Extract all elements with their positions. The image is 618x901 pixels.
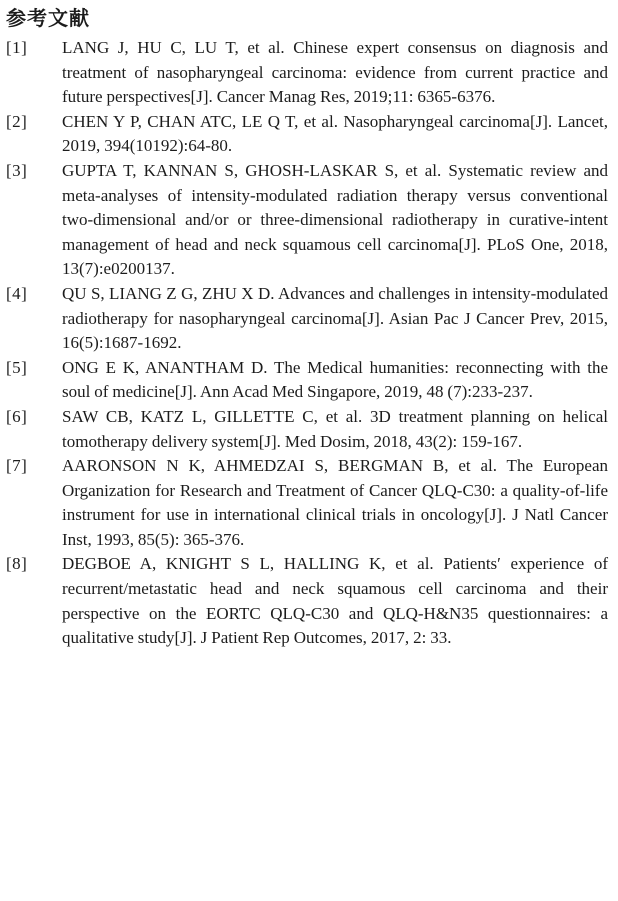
reference-item-6: [6, 405, 608, 454]
reference-item-1: [6, 36, 608, 110]
reference-item-5: [6, 356, 608, 405]
reference-text: CHEN Y P, CHAN ATC, LE Q T, et al. Nasopharyngeal carcinoma[J]. Lancet, 2019, 394(10192):64-80.: [62, 111, 608, 156]
reference-item-7: [6, 454, 608, 552]
reference-text: AARONSON N K, AHMEDZAI S, BERGMAN B, et al. The European Organization for Research and Treatment of Cancer QLQ-C30: a quality-of-life instrument for use in international clinical trials in oncology[J]. J Natl Cancer Inst, 1993, 85(5): 365-376.: [62, 456, 608, 549]
reference-item-3: [6, 159, 608, 282]
reference-number: [2]: [6, 111, 28, 131]
reference-text: GUPTA T, KANNAN S, GHOSH-LASKAR S, et al. Systematic review and meta-analyses of intensity-modulated radiation therapy versus conventional two-dimensional and/or or three-dimensional radiotherapy in curative-intent management of head and neck squamous cell carcinoma[J]. PLoS One, 2018, 13(7):e0200137.: [62, 160, 608, 279]
reference-number: [3]: [6, 160, 28, 180]
reference-text: LANG J, HU C, LU T, et al. Chinese expert consensus on diagnosis and treatment of nasopharyngeal carcinoma: evidence from current practice and future perspectives[J]. Cancer Manag Res, 2019;11: 6365-6376.: [62, 38, 608, 107]
reference-text: QU S, LIANG Z G, ZHU X D. Advances and challenges in intensity-modulated radiotherapy for nasopharyngeal carcinoma[J]. Asian Pac J Cancer Prev, 2015, 16(5):1687-1692.: [62, 283, 608, 353]
reference-list: [6, 36, 608, 651]
references-heading: 参考文献: [6, 6, 90, 30]
reference-number: [4]: [6, 283, 28, 303]
reference-number: [1]: [6, 38, 28, 57]
reference-number: [6]: [6, 406, 28, 426]
reference-item-8: [6, 552, 608, 650]
reference-number: [5]: [6, 357, 28, 377]
reference-item-4: [6, 282, 608, 356]
reference-text: DEGBOE A, KNIGHT S L, HALLING K, et al. Patients′ experience of recurrent/metastatic head and neck squamous cell carcinoma and their perspective on the EORTC QLQ-C30 and QLQ-H&N35 questionnaires: a qualitative study[J]. J Patient Rep Outcomes, 2017, 2: 33.: [62, 554, 608, 648]
reference-text: SAW CB, KATZ L, GILLETTE C, et al. 3D treatment planning on helical tomotherapy delivery system[J]. Med Dosim, 2018, 43(2): 159-167.: [62, 406, 608, 451]
reference-number: [8]: [6, 554, 28, 574]
reference-text: ONG E K, ANANTHAM D. The Medical humanities: reconnecting with the soul of medicine[J]. Ann Acad Med Singapore, 2019, 48 (7):233-237.: [62, 357, 608, 402]
reference-item-2: [6, 110, 608, 159]
reference-number: [7]: [6, 456, 28, 476]
